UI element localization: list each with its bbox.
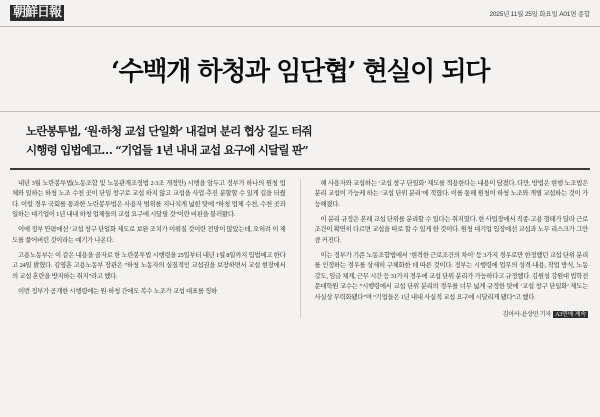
page-title: ‘수백개 하청과 임단협’ 현실이 되다 bbox=[111, 57, 489, 88]
column-divider bbox=[300, 179, 301, 318]
paragraph: 이에 정부 안팎에선 ‘교섭 창구 단일화 제도로 보완 조치가 이뤄질 것이란 전망이 많았는데, 오히려 이 제도를 풀어버린 것이라는 얘기가 나온다. bbox=[12, 226, 286, 244]
byline bbox=[315, 309, 589, 318]
masthead bbox=[0, 0, 600, 27]
subhead-line-1: 노란봉투법, ‘원·하청 교섭 단일화’ 내걸며 분리 협상 길도 터줘 bbox=[26, 123, 312, 138]
article-column-left bbox=[12, 179, 286, 318]
paragraph: 고용노동부는 이 같은 내용을 골자로 한 노란봉투법 시행령을 25일부터 내년 1월 8일까지 입법예고 한다고 24일 밝혔다. 김영훈 고용노동부 장관은 “하청 노동자의 실질적인 교섭권을 보장하면서 교섭 현장에서의 교섭 혼란을 방지하는 취지”라고 했다. bbox=[12, 252, 286, 280]
headline-section bbox=[0, 27, 600, 112]
article-column-right bbox=[315, 179, 589, 318]
paragraph: 이는 정부가 기존 노동조합법에서 ‘현격한 근로조건의 차이’ 등 3가지 경우로만 한정했던 교섭 단위 분리를 인정하는 경우를 상세히 구체화한 데 따른 것이다. 정부는 시행령에 업무의 성격·내용, 작업 방식, 노동 강도, 임금 체계, 근무 시간 등 31가지 경우에 교섭 단위 분리가 가능하다고 규정했다. 김원성 강원대 법학전문대학원 교수는 “시행령에서 교섭 단위 분리의 경우를 너무 넓게 규정한 탓에 ‘교섭 창구 단일화’ 제도는 사실상 무력화됐다”며 “기업들은 1년 내내 사실적 교섭 요구에 시달리게 됐다”고 했다. bbox=[314, 252, 588, 301]
article-body bbox=[0, 170, 600, 318]
subhead-section bbox=[10, 112, 590, 170]
subhead-line-2: 시행령 입법예고… “기업들 1년 내내 교섭 요구에 시달릴 판” bbox=[26, 142, 308, 157]
paragraph: 이 분리 규정은 본래 교섭 단위를 분리할 수 있다는 취지였다. 한 사업장에서 직종·고용 형태가 달라 근로 조건이 확연히 다르면 교섭을 따로 할 수 있게 한 것이다. 원청 대기업 입장에선 교섭과 노무 리스크가 그만큼 커진다. bbox=[314, 215, 588, 244]
newspaper-logo: 朝鮮日報 bbox=[10, 5, 64, 21]
paragraph: 이번 정부가 공개한 시행령에는 원·하청 간에도 복수 노조가 교섭 대표를 정하 bbox=[18, 288, 217, 296]
continuation-note: A3면에 계속 bbox=[555, 310, 586, 318]
paragraph: 내년 3월 노란봉투법(노동조합 및 노동관계조정법 2·3조 개정안) 시행을 앞두고 정부가 하나의 원청 업체와 일하는 하청 노조 수천 곳이 단일 창구로 교섭 하지 않고 교섭을 사업·추진 분할할 수 있게 길을 터줬다. 이럴 경우 국회를 통과한 노란봉투법은 사용자 범위를 지나치게 넓힌 탓에 “하청 업체 수천, 수천 곳과 일하는 대기업이 1년 내내 하청 업체들의 교섭 요구에 시달릴 것”이란 비판을 불러왔다. bbox=[12, 179, 286, 218]
issue-info: 2025년 11월 25일 화요일 A01면 종합 bbox=[489, 10, 590, 18]
byline-authors: 김아사·윤상민 기자 bbox=[502, 310, 552, 318]
paragraph: 해 사용자와 교섭하는 ‘교섭 창구 단일화’ 제도를 적용한다는 내용이 담겼다. 다만, 방법은 현행 노조법은 분리 교섭이 가능케 하는 ‘교섭 단위 분리’에 적혔다. 이를 통해 원청이 하청 노조와 개별 교섭하는 것이 가능해졌다. bbox=[314, 179, 588, 208]
